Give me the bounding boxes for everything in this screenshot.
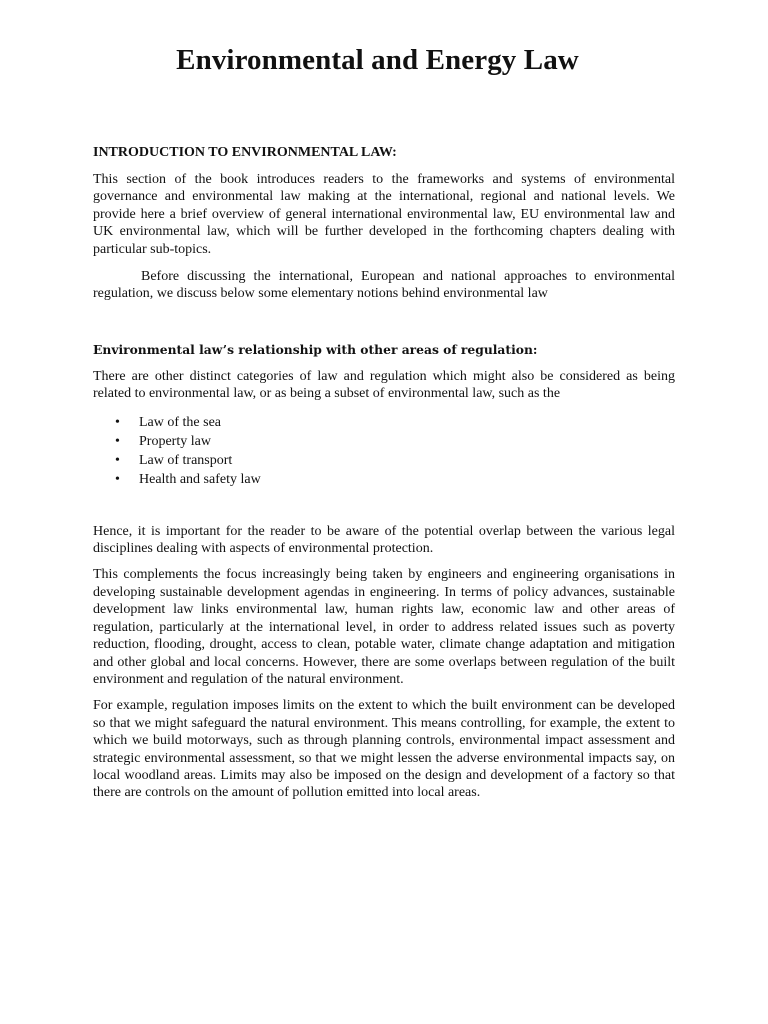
list-item-label: Health and safety law	[139, 471, 261, 487]
relationship-heading: Environmental law’s relationship with other areas of regulation:	[93, 341, 538, 357]
paragraph-4: Hence, it is important for the reader to be aware of the potential overlap between the various legal disciplines dealing with aspects of environmental protection.	[93, 523, 675, 557]
list-item-label: Property law	[139, 433, 211, 449]
paragraph-5: This complements the focus increasingly being taken by engineers and engineering organisations in developing sustainable development agendas in engineering. In terms of policy advances, sustainable development law links environmental law, human rights law, economic law and other areas of regulation, particularly at the international level, in order to address related issues such as poverty reduction, flooding, drought, access to clean, potable water, climate change adaptation and mitigation and other global and local concerns. However, there are some overlaps between regulation of the built environment and regulation of the natural environment.	[93, 567, 675, 687]
list-item-label: Law of the sea	[139, 414, 222, 430]
paragraph-2: Before discussing the international, European and national approaches to environmental regulation, we discuss below some elementary notions behind environmental law	[93, 269, 675, 302]
list-item	[93, 413, 675, 432]
regulation-list	[93, 413, 675, 489]
list-item	[93, 451, 675, 470]
bullet-icon: •	[115, 452, 120, 468]
bullet-icon: •	[115, 471, 120, 487]
list-item	[93, 470, 675, 489]
bullet-icon: •	[115, 433, 120, 449]
list-item-label: Law of transport	[139, 452, 233, 468]
intro-heading: INTRODUCTION TO ENVIRONMENTAL LAW:	[93, 145, 397, 160]
document-title: Environmental and Energy Law	[176, 44, 579, 76]
paragraph-3: There are other distinct categories of law and regulation which might also be considered as being related to environmental law, or as being a subset of environmental law, such as the	[93, 368, 675, 402]
list-item	[93, 432, 675, 451]
document-page	[93, 40, 675, 802]
paragraph-6: For example, regulation imposes limits on the extent to which the built environment can be developed so that we might safeguard the natural environment. This means controlling, for example, the extent to which we build motorways, such as through planning controls, environmental impact assessment and strategic environmental assessment, so that we might lessen the adverse environmental impacts say, on local woodland areas. Limits may also be imposed on the design and development of a factory so that there are controls on the amount of pollution emitted into local areas.	[93, 698, 675, 801]
bullet-icon: •	[115, 414, 120, 430]
paragraph-1: This section of the book introduces readers to the frameworks and systems of environmental governance and environmental law making at the international, regional and national levels. We provide here a brief overview of general international environmental law, EU environmental law and UK environmental law, which will be further developed in the forthcoming chapters dealing with particular sub-topics.	[93, 172, 675, 257]
